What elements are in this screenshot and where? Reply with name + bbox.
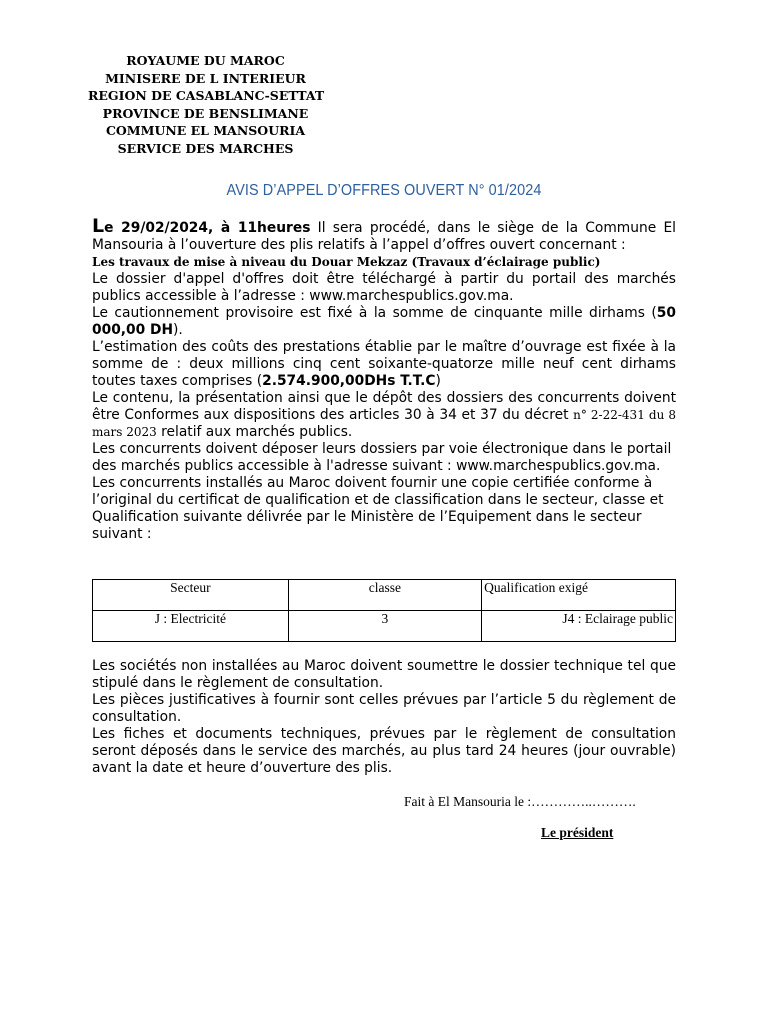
signature-label: Le président: [541, 825, 614, 840]
table-header-secteur: Secteur: [93, 580, 289, 611]
pieces-paragraph: Les pièces justificatives à fournir sont celles prévues par l’article 5 du règlement de consultation.: [92, 692, 676, 725]
caution-amount: 50 000,00 DH: [92, 305, 676, 338]
fiches-paragraph: Les fiches et documents techniques, prévues par le règlement de consultation seront déposés dans le service des marchés, au plus tard 24 heures (jour ouvrable) avant la date et heure d’ouverture des plis.: [92, 726, 676, 776]
estimation-end: ): [435, 373, 441, 389]
table-row: [93, 611, 676, 642]
place-date-line: Fait à El Mansouria le :…………..……….: [404, 794, 636, 809]
document-title: AVIS D’APPEL D’OFFRES OUVERT N° 01/2024: [226, 182, 542, 199]
header-line-region: REGION DE CASABLANC-SETTAT: [88, 88, 325, 103]
table-header-classe: classe: [288, 580, 481, 611]
decree-reference: n° 2-22-431 du 8 mars 2023: [92, 408, 676, 439]
estimation-amount: 2.574.900,00DHs T.T.C: [262, 373, 436, 389]
non-installes-paragraph: Les sociétés non installées au Maroc doivent soumettre le dossier technique tel que stipulé dans le règlement de consultation.: [92, 658, 676, 691]
table-header-row: [93, 580, 676, 611]
intro-paragraph: [92, 215, 676, 254]
contenu-paragraph: [92, 390, 676, 441]
depot-paragraph: Les concurrents doivent déposer leurs dossiers par voie électronique dans le portail des marchés publics accessible à l'adresse suivant : www.marchespublics.gov.ma.: [92, 441, 672, 474]
caution-text: Le cautionnement provisoire est fixé à la somme de cinquante mille dirhams (: [92, 305, 657, 321]
dossier-paragraph: Le dossier d'appel d'offres doit être téléchargé à partir du portail des marchés publics accessible à l’adresse : www.marchespublics.gov.ma.: [92, 271, 676, 304]
intro-text: Il sera procédé, dans le siège de la Commune El Mansouria à l’ouverture des plis relatifs à l’appel d’offres ouvert concernant :: [92, 220, 676, 253]
header-line-service: SERVICE DES MARCHES: [117, 140, 294, 156]
intro-date: e 29/02/2024, à 11heures: [104, 220, 311, 236]
document-body-continued: [92, 658, 676, 777]
table-header-qualification: Qualification exigé: [482, 580, 676, 611]
intro-initial-letter: L: [92, 215, 105, 237]
header-line-ministry: MINISERE DE L INTERIEUR: [105, 70, 306, 86]
table-cell-classe: 3: [288, 611, 481, 642]
header-line-commune: COMMUNE EL MANSOURIA: [105, 123, 306, 138]
header-line-kingdom: ROYAUME DU MAROC: [126, 53, 285, 68]
table-cell-secteur: J : Electricité: [93, 611, 289, 642]
installes-paragraph: Les concurrents installés au Maroc doivent fournir une copie certifiée conforme à l’original du certificat de qualification et de classification dans le secteur, classe et Qualification suivante délivrée par le Ministère de l’Equipement dans le secteur suivant :: [92, 475, 664, 542]
administrative-header: [88, 52, 323, 157]
contenu-text: Le contenu, la présentation ainsi que le dépôt des dossiers des concurrents doivent être Conformes aux dispositions des articles 30 à 34 et 37 du décret: [92, 390, 676, 423]
caution-end: ).: [173, 322, 183, 338]
estimation-text: L’estimation des coûts des prestations établie par le maître d’ouvrage est fixée à la somme de : deux millions cinq cent soixante-quatorze mille neuf cent dirhams toutes taxes comprises (: [92, 339, 676, 389]
tender-object: Les travaux de mise à niveau du Douar Mekzaz (Travaux d’éclairage public): [92, 255, 601, 269]
header-line-province: PROVINCE DE BENSLIMANE: [102, 105, 309, 121]
caution-paragraph: [92, 305, 676, 339]
contenu-end: relatif aux marchés publics.: [156, 424, 353, 440]
table-cell-qualification: J4 : Eclairage public: [482, 611, 676, 642]
document-body: [92, 215, 676, 543]
qualification-table: [92, 579, 676, 642]
estimation-paragraph: [92, 339, 676, 390]
